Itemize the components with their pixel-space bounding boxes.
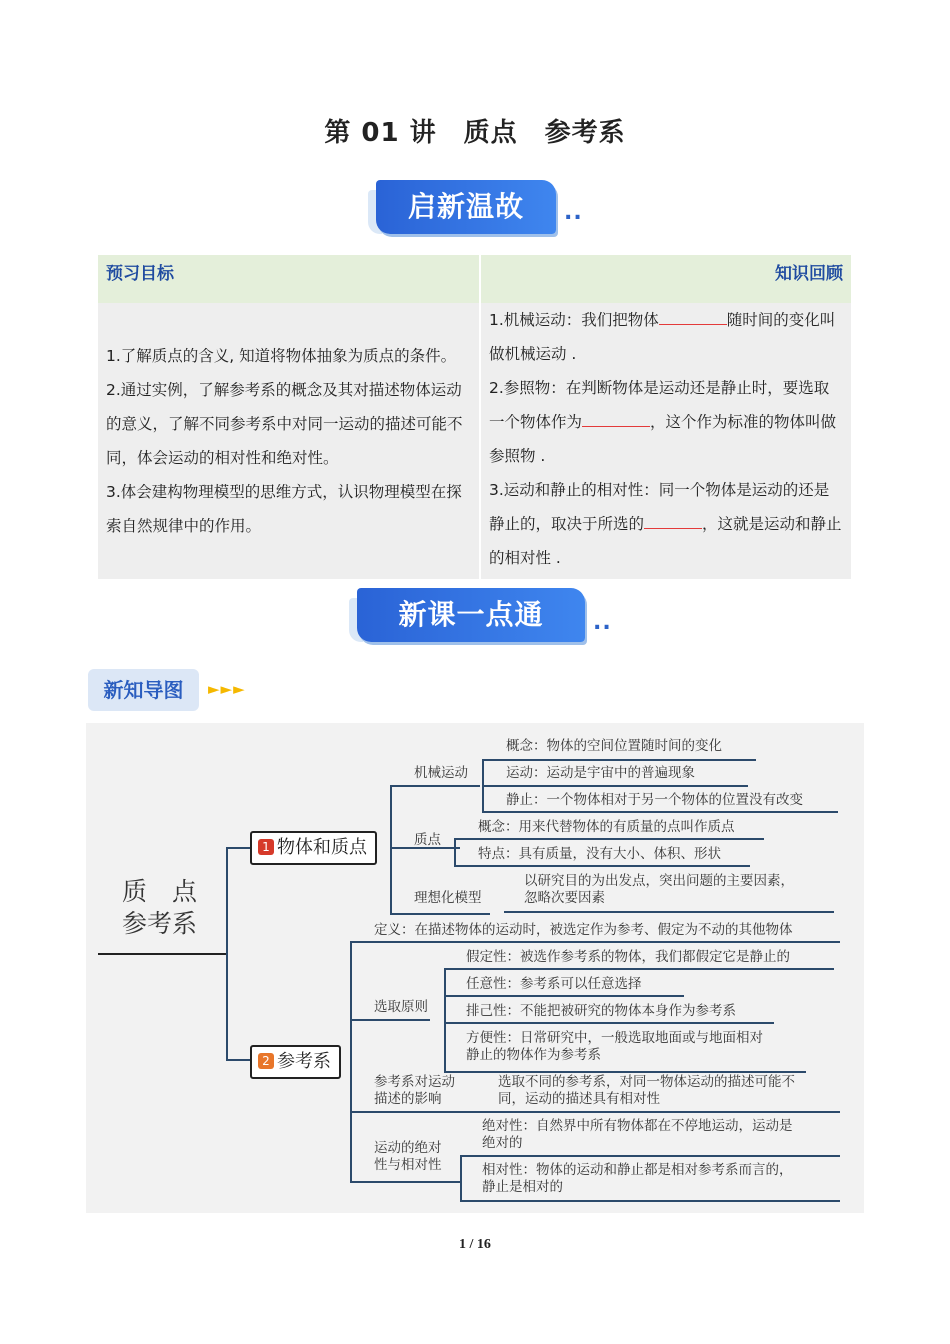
- mindmap-item: 概念：用来代替物体的有质量的点叫作质点: [478, 819, 735, 835]
- banner-new-lesson: [349, 588, 585, 646]
- mind-map: 质 点 参考系 1 物体和质点 机械运动 概念：物体的空间位置随时间的变化 运动：运动是宇宙中的普遍现象 静止：一个物体相对于另一个物体的位置没有改变 质点 概念：用来代替物体的有质量的点叫作质点 特点：具有质量，没有大小、体积、形状 理想化模型 以研究目的为出发点，突出问题的主要因素， 忽略次要因素 2 参考系 定义：在描述物体的运动时，被选定作为参考、假定为不动的其他物体 选取原则 假定性：被选作参考系的物体，我们都假定它是静止的 任意性：参考系可以任意选择 排己性：不能把被研究的物体本身作为参考系 方便性：日常研究中，一般选取地面或与地面相对 静止的物体作为参考系 参考系对运动 描述的影响 选取不同的参考系，对同一物体运动的描述可能不 同，运动的描述具有相对性 运动的绝对 性与相对性 绝对性：自然界中所有物体都在不停地运动，运动是 绝对的 相对性：物体的运动和静止都是相对参考系而言的， 静止是相对的: [86, 723, 864, 1213]
- influence-label: 参考系对运动: [374, 1074, 455, 1090]
- absolute-relative-label: 运动的绝对: [374, 1140, 442, 1156]
- banner-review-label: 启新温故: [376, 180, 556, 234]
- selection-principle-label: 选取原则: [374, 999, 428, 1015]
- review-item: 3.运动和静止的相对性：同一个物体是运动的还是静止的，取决于所选的 ，这就是运动和静止的相对性 .: [489, 481, 842, 567]
- goals-header: 预习目标: [98, 255, 480, 303]
- goal-item: 2.通过实例，了解参考系的概念及其对描述物体运动的意义，了解不同参考系中对同一运动的描述可能不同，体会运动的相对性和绝对性。: [106, 381, 463, 467]
- arrows-icon: ►►►: [208, 680, 246, 698]
- absolute-desc: 绝对性：自然界中所有物体都在不停地运动，运动是: [482, 1118, 793, 1134]
- branch-object-and-particle: 1 物体和质点: [250, 831, 377, 865]
- review-item: 2.参照物：在判断物体是运动还是静止时，要选取一个物体作为 ，这个作为标准的物体叫做参照物 .: [489, 379, 837, 465]
- mindmap-item: 特点：具有质量，没有大小、体积、形状: [478, 846, 721, 862]
- mindmap-item: 方便性：日常研究中，一般选取地面或与地面相对: [466, 1030, 763, 1046]
- mindmap-item: 静止：一个物体相对于另一个物体的位置没有改变: [506, 792, 803, 808]
- review-header: 知识回顾: [480, 255, 851, 303]
- review-cell: [480, 303, 851, 579]
- ideal-model-desc: 以研究目的为出发点，突出问题的主要因素，: [524, 873, 794, 889]
- influence-desc: 选取不同的参考系，对同一物体运动的描述可能不: [498, 1074, 795, 1090]
- banner-new-lesson-label: 新课一点通: [357, 588, 585, 642]
- fill-blank[interactable]: [582, 410, 650, 427]
- definition-item: 定义：在描述物体的运动时，被选定作为参考、假定为不动的其他物体: [374, 922, 793, 938]
- mindmap-root: 质 点 参考系: [122, 877, 198, 938]
- mindmap-item: 运动：运动是宇宙中的普遍现象: [506, 765, 695, 781]
- goals-cell: [98, 303, 480, 579]
- knowledge-table: [98, 255, 851, 579]
- goal-item: 3.体会建构物理模型的思维方式，认识物理模型在探索自然规律中的作用。: [106, 483, 462, 535]
- fill-blank[interactable]: [644, 512, 702, 529]
- banner-dots: ..: [593, 610, 612, 635]
- mindmap-item: 假定性：被选作参考系的物体，我们都假定它是静止的: [466, 949, 790, 965]
- ideal-model-label: 理想化模型: [414, 890, 482, 906]
- banner-dots: ..: [564, 200, 583, 225]
- particle-label: 质点: [414, 832, 441, 848]
- banner-review: [368, 180, 556, 238]
- mindmap-item: 排己性：不能把被研究的物体本身作为参考系: [466, 1003, 736, 1019]
- fill-blank[interactable]: [659, 308, 727, 325]
- page-number: 1 / 16: [459, 1237, 491, 1252]
- relative-desc: 相对性：物体的运动和静止都是相对参考系而言的，: [482, 1162, 793, 1178]
- mech-motion-label: 机械运动: [414, 765, 468, 781]
- mindmap-item: 概念：物体的空间位置随时间的变化: [506, 738, 722, 754]
- mindmap-item: 任意性：参考系可以任意选择: [466, 976, 642, 992]
- review-item: 1.机械运动：我们把物体 随时间的变化叫做机械运动 .: [489, 303, 843, 371]
- goal-item: 1.了解质点的含义, 知道将物体抽象为质点的条件。: [106, 347, 457, 365]
- page-title: 第 01 讲 质点 参考系: [324, 118, 626, 148]
- section-label: 新知导图: [88, 669, 199, 711]
- branch-reference-frame: 2 参考系: [250, 1045, 341, 1079]
